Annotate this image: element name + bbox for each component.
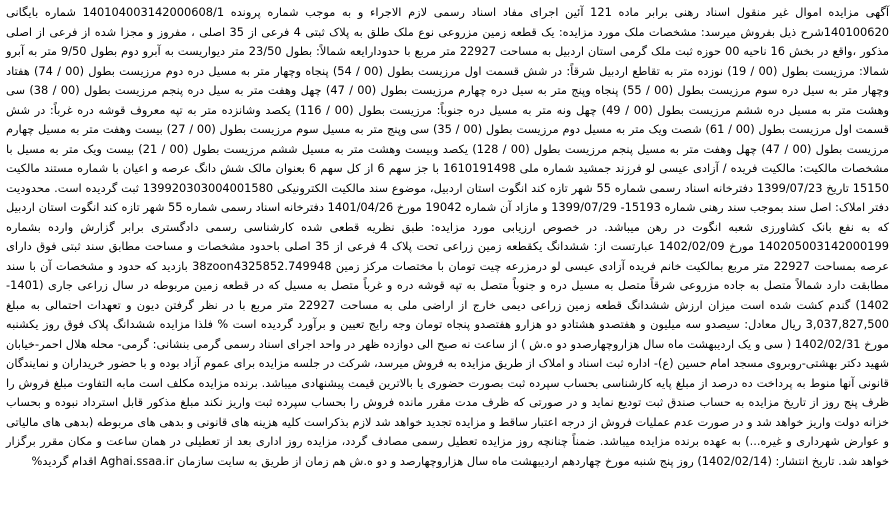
notice-title: آگهی مزایده اموال غیر منقول اسناد رهنی برابر ماده 121 آئین اجرای مفاد اسناد رسمی لازم الاجراء و به موجب شماره پرونده 140104003142000608/1 شماره بایگانی 140100620 — [6, 5, 889, 39]
notice-body: شرح ذیل بفروش میرسد: مشخصات ملک مورد مزایده: یک قطعه زمین مزروعی نوع ملک طلق به پلاک ثبتی 4 فرعی از 35 اصلی ، مفروز و مجزا شده از فرعی از اصلی مذکور ،واقع در بخش 16 ناحیه 00 حوزه ثبت ملک گرمی استان اردبیل به مساحت 22927 متر مربع با حدودارایعه شمالاً: بطول 23/50 متر دیواریست به آبرو دوم بطول 9/50 متر به آبرو شمالا: مرزیست بطول (00 / 19) نوزده متر به تقاطع اردبیل شرقاً: در شش قسمت اول مرزیست بطول (00 / 54) پنجاه وچهار متر به مسیل دره دوم مرزیست بطول (00 / 74) هفتاد وچهار متر به سیل دره سوم مرزیست بطول (00 / 55) پنجاه وپنج متر به سیل دره چهارم مرزیست بطول (00 / 47) چهل وهفت متر به سیل دره پنجم مرزیست بطول (00 / 38) سی وهشت متر به مسیل دره ششم مرزیست بطول (00 / 49) چهل ونه متر به مسیل دره جنوباً: مرزیست بطول (00 / 116) یکصد وشانزده متر به تپه معروف قوشه دره غرباً: در شش قسمت اول مرزیست بطول (00 / 61) شصت ویک متر به مسیل دوم مرزیست بطول (00 / 35) سی وپنج متر به مسیل سوم مرزیست بطول (00 / 27) بیست وهفت متر به مسیل چهارم مرزیست بطول (00 / 47) چهل وهفت متر به مسیل پنجم مرزیست بطول (00 / 128) یکصد وبیست وهشت متر به مسیل ششم مرزیست بطول (00 / 21) بیست ویک متر به مسیل با مشخصات مالکیت: مالکیت فریده / آزادی عیسی لو فرزند جمشید شماره ملی 1610191498 با جز سهم 6 از کل سهم 6 بعنوان مالک شش دانگ عرصه و اعیان با شماره مستند مالکیت 15150 تاریخ 1399/07/23 دفترخانه اسناد رسمی شماره 55 شهر تازه کند انگوت استان اردبیل، موضوع سند مالکیت الکترونیکی 139920303004001580 ثبت گردیده است. محدودیت دفتر املاک: اصل سند بموجب سند رهنی شماره 15193- 1399/07/29 و مازاد آن شماره 19042 مورخ 1401/04/26 دفترخانه اسناد رسمی شماره 55 شهر تازه کند انگوت استان اردبیل که به نفع بانک کشاورزی شعبه انگوت در رهن میباشد. در خصوص ارزیابی مورد مزایده: طبق نظریه قطعی شده کارشناسی رسمی دادگستری برابر گزارش وارده بشماره 140205003142000199 مورخ 1402/02/09 عبارتست از: ششدانگ یکقطعه زمین زراعی تحت پلاک 4 فرعی از 35 اصلی باحدود مشخصات و مساحت مطابق سند ثبتی فوق دارای عرصه بمساحت 22927 متر مربع بمالکیت خانم فریده آزادی عیسی لو درمزرعه چیت تومان با مختصات مرکز زمین 38zoon4325852.749948 بازدید که حدود و مشخصات آن با سند مطابقت دارد شمالاً متصل به جاده مزروعی شرقاً متصل به مسیل دره و جنوباً متصل به تپه قوشه دره و غرباً متصل به مسیل که در قطعه زمین مربوطه در سال زراعی جاری (1401-1402) گندم کشت شده است میزان ارزش ششدانگ قطعه زمین زراعی دیمی خارج از اراضی ملی به مساحت 22927 متر مربع با در نظر گرفتن دیون و تعهدات احتمالی به مبلغ 3,037,827,500 ریال معادل: سیصدو سه میلیون و هفتصدو هشتادو دو هزارو هفتصدو پنجاه تومان وجه رایج تعیین و برآورد گردیده است % فلذا مزایده ششدانگ پلاک فوق روز یکشنبه مورخ 1402/02/31 ( سی و یک اردیبهشت ماه سال هزاروچهارصدو دو ه.ش ) از ساعت نه صبح الی دوازده ظهر در واحد اجرای اسناد رسمی گرمی بنشانی: گرمی- محله هلال احمر-خیابان شهید دکتر بهشتی-روبروی مسجد امام حسین (ع)- اداره ثبت اسناد و املاک از طریق مزایده به فروش میرسد، شرکت در جلسه مزایده برای عموم آزاد بوده و با حضور خریداران و نمایندگان قانونی آنها منوط به پرداخت ده درصد از مبلغ پایه کارشناسی بحساب سپرده ثبت بصورت حضوری یا بالاترین قیمت پیشنهادی میباشد. برنده مزایده مکلف است مابه التفاوت مبلغ فروش را ظرف پنج روز از تاریخ مزایده به حساب صندق ثبت تودیع نماید و در صورتی که ظرف مدت مقرر مانده فروش را بحساب سپرده ثبت واریز نکند مبلغ مذکور قابل استرداد نبوده و بحساب خزانه دولت واریز خواهد شد و در صورت عدم عملیات فروش از درجه اعتبار ساقط و مزایده تجدید خواهد شد لازم بذکراست کلیه هزینه های قانونی و بدهی های مربوطه (بدهی های مالیاتی و عوارض شهرداری و غیره...) به عهده برنده مزایده میباشد. ضمناً چنانچه روز مزایده تعطیل رسمی مصادف گردد، مزایده روز اداری بعد از تعطیلی در همان ساعت و مکان مقرر برگزار خواهد شد. تاریخ انتشار: (1402/02/14) روز پنج شنبه مورخ چهاردهم اردیبهشت ماه سال هزاروچهارصد و دو ه.ش هم زمان از طریق به سایت سازمان Aghai.ssaa.ir اقدام گردید% — [6, 24, 890, 468]
